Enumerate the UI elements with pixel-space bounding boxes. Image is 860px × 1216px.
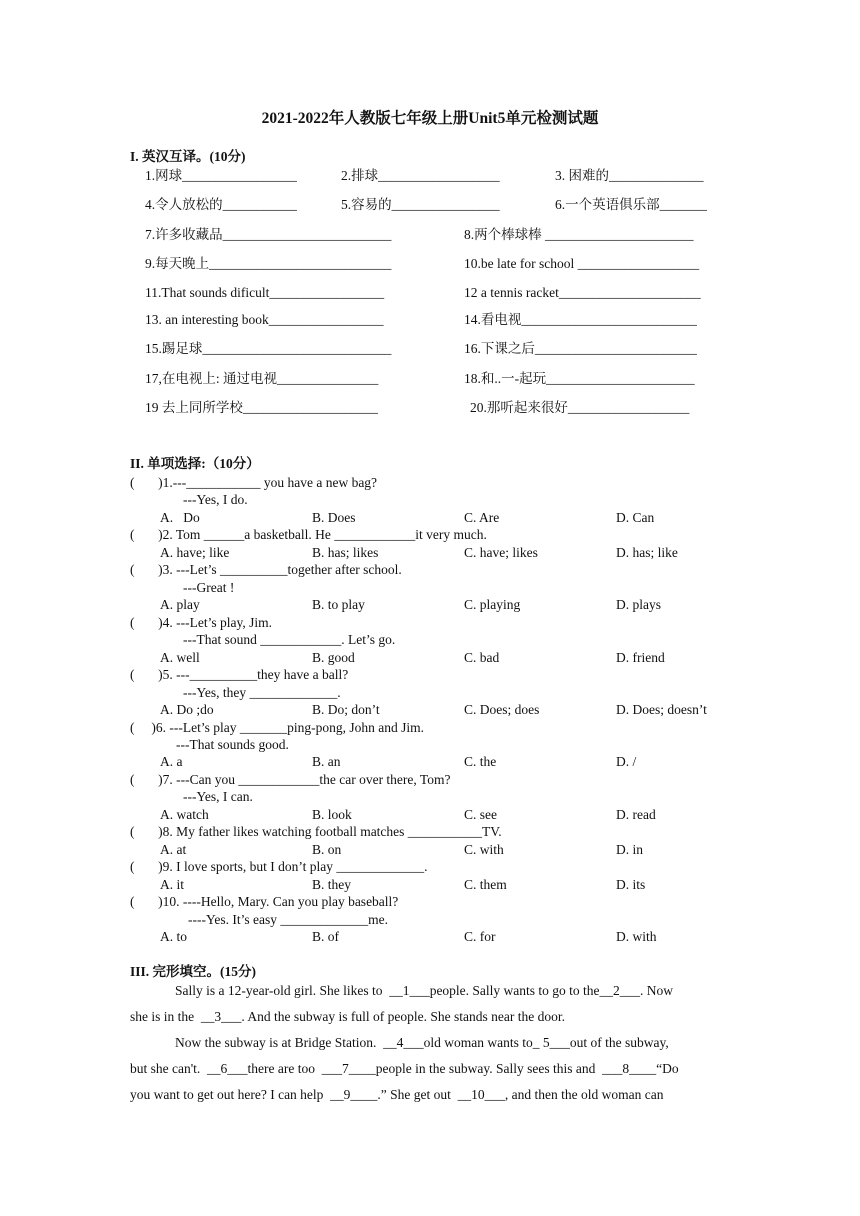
translate-item: 17,在电视上: 通过电视_______________ — [145, 371, 379, 386]
question-dialog: ---Yes, I do. — [183, 492, 248, 507]
option-a: A. well — [160, 650, 200, 665]
question-stem: ( )2. Tom ______a basketball. He ____________it very much. — [130, 527, 487, 542]
translate-item: 2.排球__________________ — [341, 168, 500, 183]
cloze-paragraph-line: but she can't. __6___there are too ___7____people in the subway. Sally sees this and ___8____“Do — [130, 1061, 679, 1076]
option-a: A. watch — [160, 807, 209, 822]
option-c: C. have; likes — [464, 545, 538, 560]
translate-item: 5.容易的________________ — [341, 197, 500, 212]
question-stem: ( )3. ---Let’s __________together after school. — [130, 562, 402, 577]
option-d: D. Can — [616, 510, 655, 525]
option-a: A. play — [160, 597, 200, 612]
option-a: A. it — [160, 877, 185, 892]
cloze-paragraph-line: Now the subway is at Bridge Station. __4___old woman wants to_ 5___out of the subway, — [175, 1035, 669, 1050]
option-d: D. in — [616, 842, 643, 857]
question-stem: ( )7. ---Can you ____________the car over there, Tom? — [130, 772, 451, 787]
option-c: C. with — [464, 842, 504, 857]
option-d: D. friend — [616, 650, 665, 665]
option-d: D. Does; doesn’t — [616, 702, 707, 717]
question-stem: ( )1.---___________ you have a new bag? — [130, 475, 378, 490]
option-d: D. read — [616, 807, 656, 822]
option-c: C. them — [464, 877, 507, 892]
cloze-paragraph-line: she is in the __3___. And the subway is full of people. She stands near the door. — [130, 1009, 565, 1024]
translate-item: 13. an interesting book_________________ — [145, 312, 384, 327]
option-b: B. has; likes — [312, 545, 379, 560]
question-stem: ( )5. ---__________they have a ball? — [130, 667, 349, 682]
translate-item: 14.看电视__________________________ — [464, 312, 697, 327]
option-b: B. they — [312, 877, 351, 892]
question-stem: ( )4. ---Let’s play, Jim. — [130, 615, 272, 630]
question-dialog: ---That sounds good. — [176, 737, 289, 752]
translate-item: 3. 困难的______________ — [555, 168, 704, 183]
translate-item: 7.许多收藏品_________________________ — [145, 227, 392, 242]
section-1-heading: I. 英汉互译。(10分) — [130, 149, 246, 164]
option-c: C. the — [464, 754, 497, 769]
translate-item: 20.那听起来很好__________________ — [470, 400, 690, 415]
translate-item: 16.下课之后________________________ — [464, 341, 697, 356]
cloze-paragraph-line: you want to get out here? I can help __9____.” She get out __10___, and then the old woman can — [130, 1087, 664, 1102]
question-stem: ( )6. ---Let’s play _______ping-pong, John and Jim. — [130, 720, 424, 735]
cloze-paragraph-line: Sally is a 12-year-old girl. She likes to __1___people. Sally wants to go to the__2___. Now — [175, 983, 674, 998]
section-2-heading: II. 单项选择:（10分） — [130, 456, 260, 471]
translate-item: 6.一个英语俱乐部_______ — [555, 197, 707, 212]
option-d: D. / — [616, 754, 637, 769]
option-b: B. look — [312, 807, 352, 822]
translate-item: 11.That sounds dificult_________________ — [145, 285, 385, 300]
option-c: C. see — [464, 807, 497, 822]
question-dialog: ----Yes. It’s easy _____________me. — [188, 912, 388, 927]
option-b: B. Do; don’t — [312, 702, 380, 717]
translate-item: 15.踢足球____________________________ — [145, 341, 392, 356]
translate-item: 1.网球_________________ — [145, 168, 297, 183]
option-a: A. at — [160, 842, 187, 857]
option-a: A. to — [160, 929, 187, 944]
translate-item: 8.两个棒球棒 ______________________ — [464, 227, 694, 242]
option-a: A. have; like — [160, 545, 230, 560]
translate-item: 18.和..一-起玩______________________ — [464, 371, 695, 386]
option-c: C. Are — [464, 510, 500, 525]
option-c: C. for — [464, 929, 496, 944]
option-d: D. its — [616, 877, 646, 892]
option-a: A. Do ;do — [160, 702, 214, 717]
option-a: A. a — [160, 754, 183, 769]
option-c: C. Does; does — [464, 702, 540, 717]
translate-item: 4.令人放松的___________ — [145, 197, 297, 212]
option-d: D. with — [616, 929, 657, 944]
translate-item: 10.be late for school __________________ — [464, 256, 700, 271]
question-stem: ( )9. I love sports, but I don’t play _____________. — [130, 859, 428, 874]
option-b: B. good — [312, 650, 355, 665]
page-title: 2021-2022年人教版七年级上册Unit5单元检测试题 — [261, 110, 599, 127]
option-b: B. of — [312, 929, 339, 944]
question-stem: ( )8. My father likes watching football matches ___________TV. — [130, 824, 502, 839]
option-b: B. on — [312, 842, 342, 857]
option-b: B. an — [312, 754, 341, 769]
translate-item: 9.每天晚上___________________________ — [145, 256, 392, 271]
option-a: A. Do — [160, 510, 200, 525]
translate-item: 12 a tennis racket_____________________ — [464, 285, 701, 300]
question-dialog: ---That sound ____________. Let’s go. — [183, 632, 396, 647]
option-b: B. to play — [312, 597, 365, 612]
section-3-heading: III. 完形填空。(15分) — [130, 964, 257, 979]
option-d: D. plays — [616, 597, 661, 612]
translate-item: 19 去上同所学校____________________ — [145, 400, 378, 415]
question-dialog: ---Yes, they _____________. — [183, 685, 341, 700]
question-dialog: ---Great ! — [183, 580, 235, 595]
question-dialog: ---Yes, I can. — [183, 789, 253, 804]
option-d: D. has; like — [616, 545, 678, 560]
option-c: C. bad — [464, 650, 500, 665]
question-stem: ( )10. ----Hello, Mary. Can you play baseball? — [130, 894, 399, 909]
option-c: C. playing — [464, 597, 521, 612]
option-b: B. Does — [312, 510, 356, 525]
